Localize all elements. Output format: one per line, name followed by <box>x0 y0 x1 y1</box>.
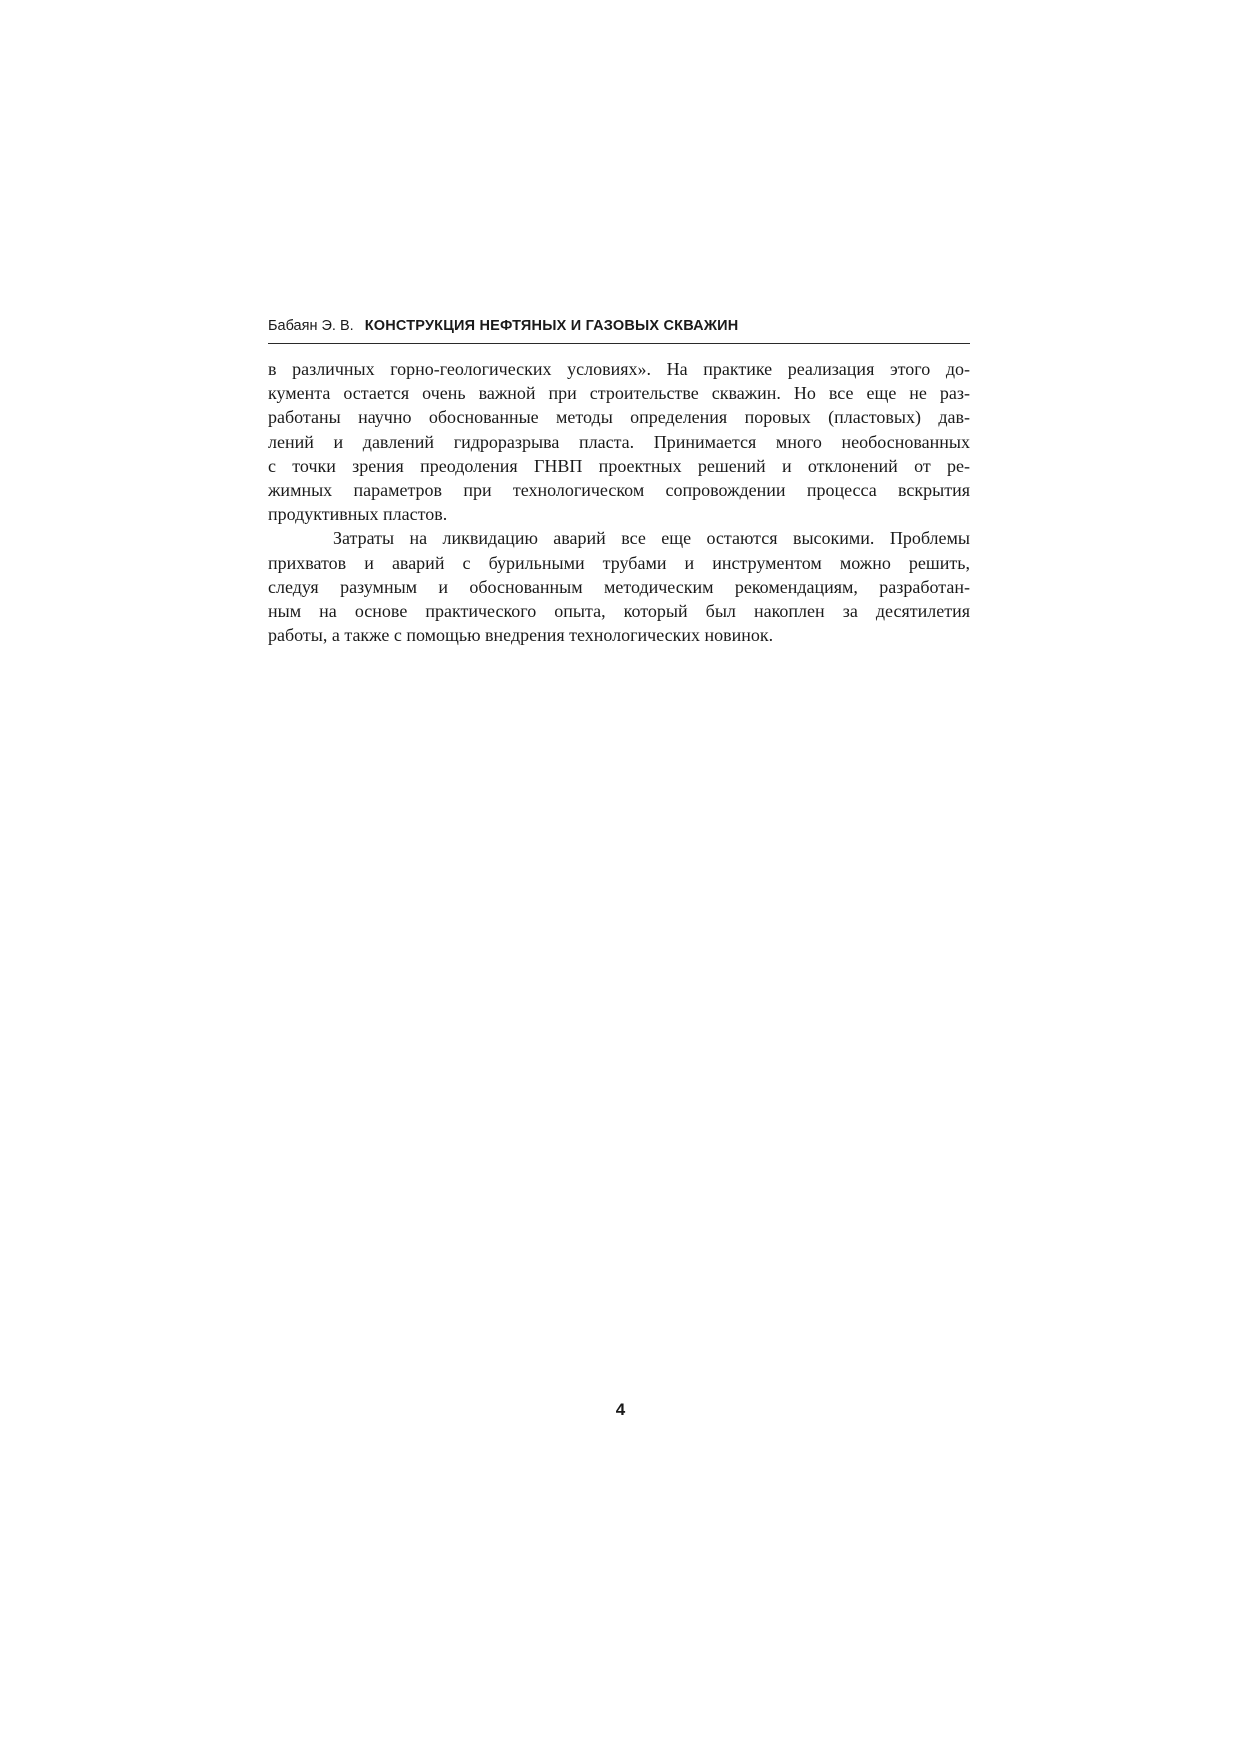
paragraph-2-line-3: следуя разумным и обоснованным методическим рекомендациям, разработан- <box>268 576 970 597</box>
paragraph-2-line-4: ным на основе практического опыта, который был накоплен за десятилетия <box>268 600 970 621</box>
paragraph-1-line-4: лений и давлений гидроразрыва пласта. Принимается много необоснованных <box>268 431 970 452</box>
paragraph-2-line-2: прихватов и аварий с бурильными трубами и инструментом можно решить, <box>268 552 970 573</box>
paragraph-2 <box>268 526 970 647</box>
paragraph-1-line-1: в различных горно-геологических условиях». На практике реализация этого до- <box>268 359 970 379</box>
header-book-title: КОНСТРУКЦИЯ НЕФТЯНЫХ И ГАЗОВЫХ СКВАЖИН <box>364 318 739 334</box>
page-number: 4 <box>615 1400 626 1419</box>
paragraph-1-line-2: кумента остается очень важной при строительстве скважин. Но все еще не раз- <box>268 383 970 404</box>
running-header <box>268 314 970 338</box>
header-rule <box>268 343 970 344</box>
paragraph-1-line-6: жимных параметров при технологическом сопровождении процесса вскрытия <box>268 479 970 500</box>
paragraph-1-line-7: продуктивных пластов. <box>268 504 448 525</box>
paragraph-1-line-3: работаны научно обоснованные методы определения поровых (пластовых) дав- <box>268 407 970 428</box>
paragraph-2-line-1: Затраты на ликвидацию аварий все еще остаются высокими. Проблемы <box>333 528 970 549</box>
paragraph-2-line-5: работы, а также с помощью внедрения технологических новинок. <box>268 625 774 646</box>
header-author: Бабаян Э. В. <box>268 318 354 334</box>
body-text <box>268 357 970 647</box>
paragraph-1 <box>268 357 970 526</box>
paragraph-1-line-5: с точки зрения преодоления ГНВП проектных решений и отклонений от ре- <box>268 455 970 476</box>
